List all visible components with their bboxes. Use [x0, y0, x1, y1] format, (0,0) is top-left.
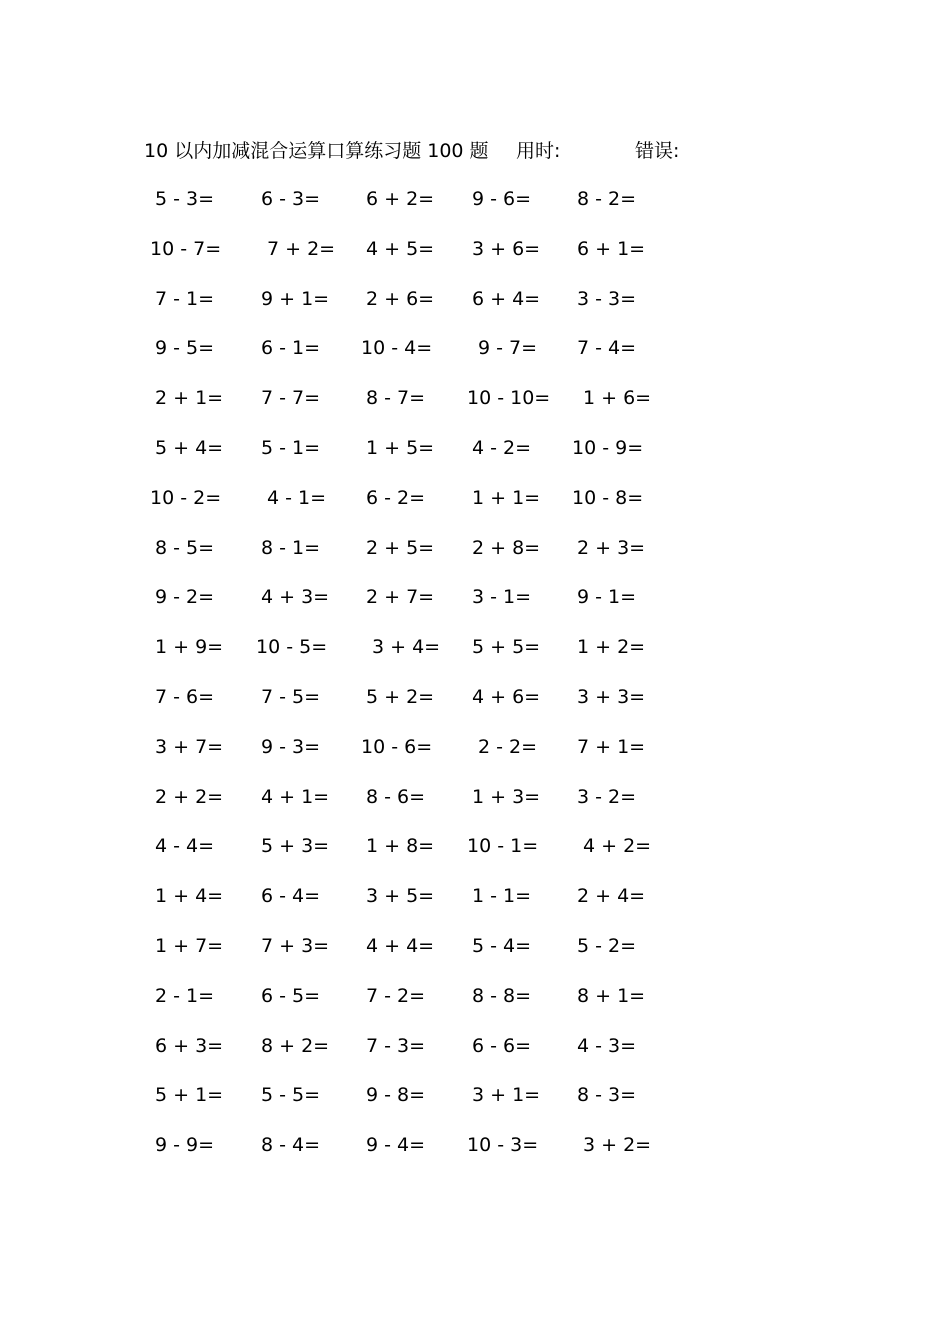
problem-item: 6 + 1= — [577, 237, 646, 260]
problem-item: 2 + 1= — [155, 387, 224, 410]
problem-item: 3 + 7= — [155, 735, 224, 758]
problem-item: 9 - 5= — [155, 337, 215, 360]
problem-item: 2 + 8= — [472, 536, 541, 559]
problem-item: 7 - 4= — [577, 337, 637, 360]
problem-item: 8 - 7= — [366, 387, 426, 410]
problem-item: 5 - 5= — [261, 1084, 321, 1107]
problem-item: 7 - 2= — [366, 984, 426, 1007]
problem-item: 1 - 1= — [472, 885, 532, 908]
problem-item: 8 - 5= — [155, 536, 215, 559]
problem-item: 1 + 9= — [155, 636, 224, 659]
problem-item: 6 - 3= — [261, 188, 321, 210]
problem-item: 8 - 8= — [472, 984, 532, 1007]
problem-item: 7 + 3= — [261, 935, 330, 957]
problem-item: 4 + 3= — [261, 586, 330, 609]
problem-item: 10 - 10= — [467, 387, 551, 410]
problem-item: 8 + 1= — [577, 984, 646, 1007]
problem-item: 1 + 4= — [155, 885, 224, 908]
problem-item: 10 - 8= — [572, 486, 644, 509]
problem-item: 2 + 6= — [366, 287, 435, 310]
problem-item: 6 - 4= — [261, 885, 321, 908]
problem-item: 2 - 2= — [478, 735, 538, 758]
problem-item: 7 + 2= — [267, 237, 336, 260]
problem-item: 10 - 6= — [361, 735, 433, 758]
problem-item: 5 + 4= — [155, 437, 224, 459]
problem-item: 3 - 2= — [577, 785, 637, 808]
problem-item: 6 - 6= — [472, 1034, 532, 1057]
problem-item: 5 + 1= — [155, 1084, 224, 1107]
problem-item: 1 + 1= — [472, 486, 541, 509]
problem-item: 1 + 5= — [366, 437, 435, 459]
problem-item: 5 - 1= — [261, 437, 321, 459]
problem-item: 3 + 3= — [577, 686, 646, 708]
problem-item: 7 - 5= — [261, 686, 321, 708]
problem-item: 5 - 2= — [577, 935, 637, 957]
problem-item: 9 - 1= — [577, 586, 637, 609]
problem-item: 10 - 4= — [361, 337, 433, 360]
problem-item: 6 - 2= — [366, 486, 426, 509]
problem-item: 10 - 5= — [256, 636, 328, 659]
problem-item: 9 - 6= — [472, 188, 532, 210]
time-used-label: 用时: — [516, 140, 561, 162]
problem-item: 10 - 9= — [572, 437, 644, 459]
problem-item: 7 - 3= — [366, 1034, 426, 1057]
errors-label: 错误: — [635, 140, 680, 162]
problem-item: 8 - 3= — [577, 1084, 637, 1107]
problem-item: 5 + 2= — [366, 686, 435, 708]
problem-item: 8 - 4= — [261, 1134, 321, 1157]
problem-item: 4 + 1= — [261, 785, 330, 808]
problem-item: 3 + 6= — [472, 237, 541, 260]
problem-item: 4 + 4= — [366, 935, 435, 957]
worksheet-title: 10 以内加减混合运算口算练习题 100 题 — [144, 140, 489, 162]
problem-item: 1 + 8= — [366, 835, 435, 858]
problem-item: 7 + 1= — [577, 735, 646, 758]
problem-item: 1 + 7= — [155, 935, 224, 957]
problem-item: 9 - 7= — [478, 337, 538, 360]
problem-item: 9 - 3= — [261, 735, 321, 758]
problem-item: 3 - 3= — [577, 287, 637, 310]
problem-item: 4 - 4= — [155, 835, 215, 858]
problem-item: 4 + 6= — [472, 686, 541, 708]
problem-item: 4 - 3= — [577, 1034, 637, 1057]
problem-item: 6 - 5= — [261, 984, 321, 1007]
problem-item: 8 - 2= — [577, 188, 637, 210]
problem-item: 2 + 4= — [577, 885, 646, 908]
problem-item: 1 + 3= — [472, 785, 541, 808]
problem-item: 3 + 1= — [472, 1084, 541, 1107]
problem-item: 9 - 9= — [155, 1134, 215, 1157]
problem-item: 9 - 8= — [366, 1084, 426, 1107]
problem-item: 8 + 2= — [261, 1034, 330, 1057]
problem-item: 3 + 4= — [372, 636, 441, 659]
worksheet-header — [144, 136, 679, 166]
problem-item: 5 - 4= — [472, 935, 532, 957]
problem-item: 1 + 2= — [577, 636, 646, 659]
problem-item: 1 + 6= — [583, 387, 652, 410]
problem-item: 5 + 3= — [261, 835, 330, 858]
problem-item: 10 - 1= — [467, 835, 539, 858]
problem-item: 4 - 2= — [472, 437, 532, 459]
problem-item: 4 + 2= — [583, 835, 652, 858]
problem-item: 5 + 5= — [472, 636, 541, 659]
problem-item: 5 - 3= — [155, 188, 215, 210]
problem-item: 9 - 2= — [155, 586, 215, 609]
problem-item: 2 - 1= — [155, 984, 215, 1007]
problem-item: 9 - 4= — [366, 1134, 426, 1157]
problem-item: 8 - 1= — [261, 536, 321, 559]
problem-item: 10 - 7= — [150, 237, 222, 260]
problem-item: 7 - 6= — [155, 686, 215, 708]
problem-item: 3 + 5= — [366, 885, 435, 908]
problem-item: 6 + 4= — [472, 287, 541, 310]
problem-item: 4 + 5= — [366, 237, 435, 260]
problem-item: 2 + 7= — [366, 586, 435, 609]
problem-item: 6 - 1= — [261, 337, 321, 360]
problem-item: 3 - 1= — [472, 586, 532, 609]
problem-item: 2 + 2= — [155, 785, 224, 808]
problem-item: 2 + 3= — [577, 536, 646, 559]
problem-item: 7 - 1= — [155, 287, 215, 310]
problem-item: 10 - 3= — [467, 1134, 539, 1157]
problem-item: 10 - 2= — [150, 486, 222, 509]
problem-item: 6 + 2= — [366, 188, 435, 210]
problem-item: 9 + 1= — [261, 287, 330, 310]
problem-item: 2 + 5= — [366, 536, 435, 559]
problem-item: 4 - 1= — [267, 486, 327, 509]
problem-item: 3 + 2= — [583, 1134, 652, 1157]
problem-item: 6 + 3= — [155, 1034, 224, 1057]
problem-item: 7 - 7= — [261, 387, 321, 410]
problem-item: 8 - 6= — [366, 785, 426, 808]
